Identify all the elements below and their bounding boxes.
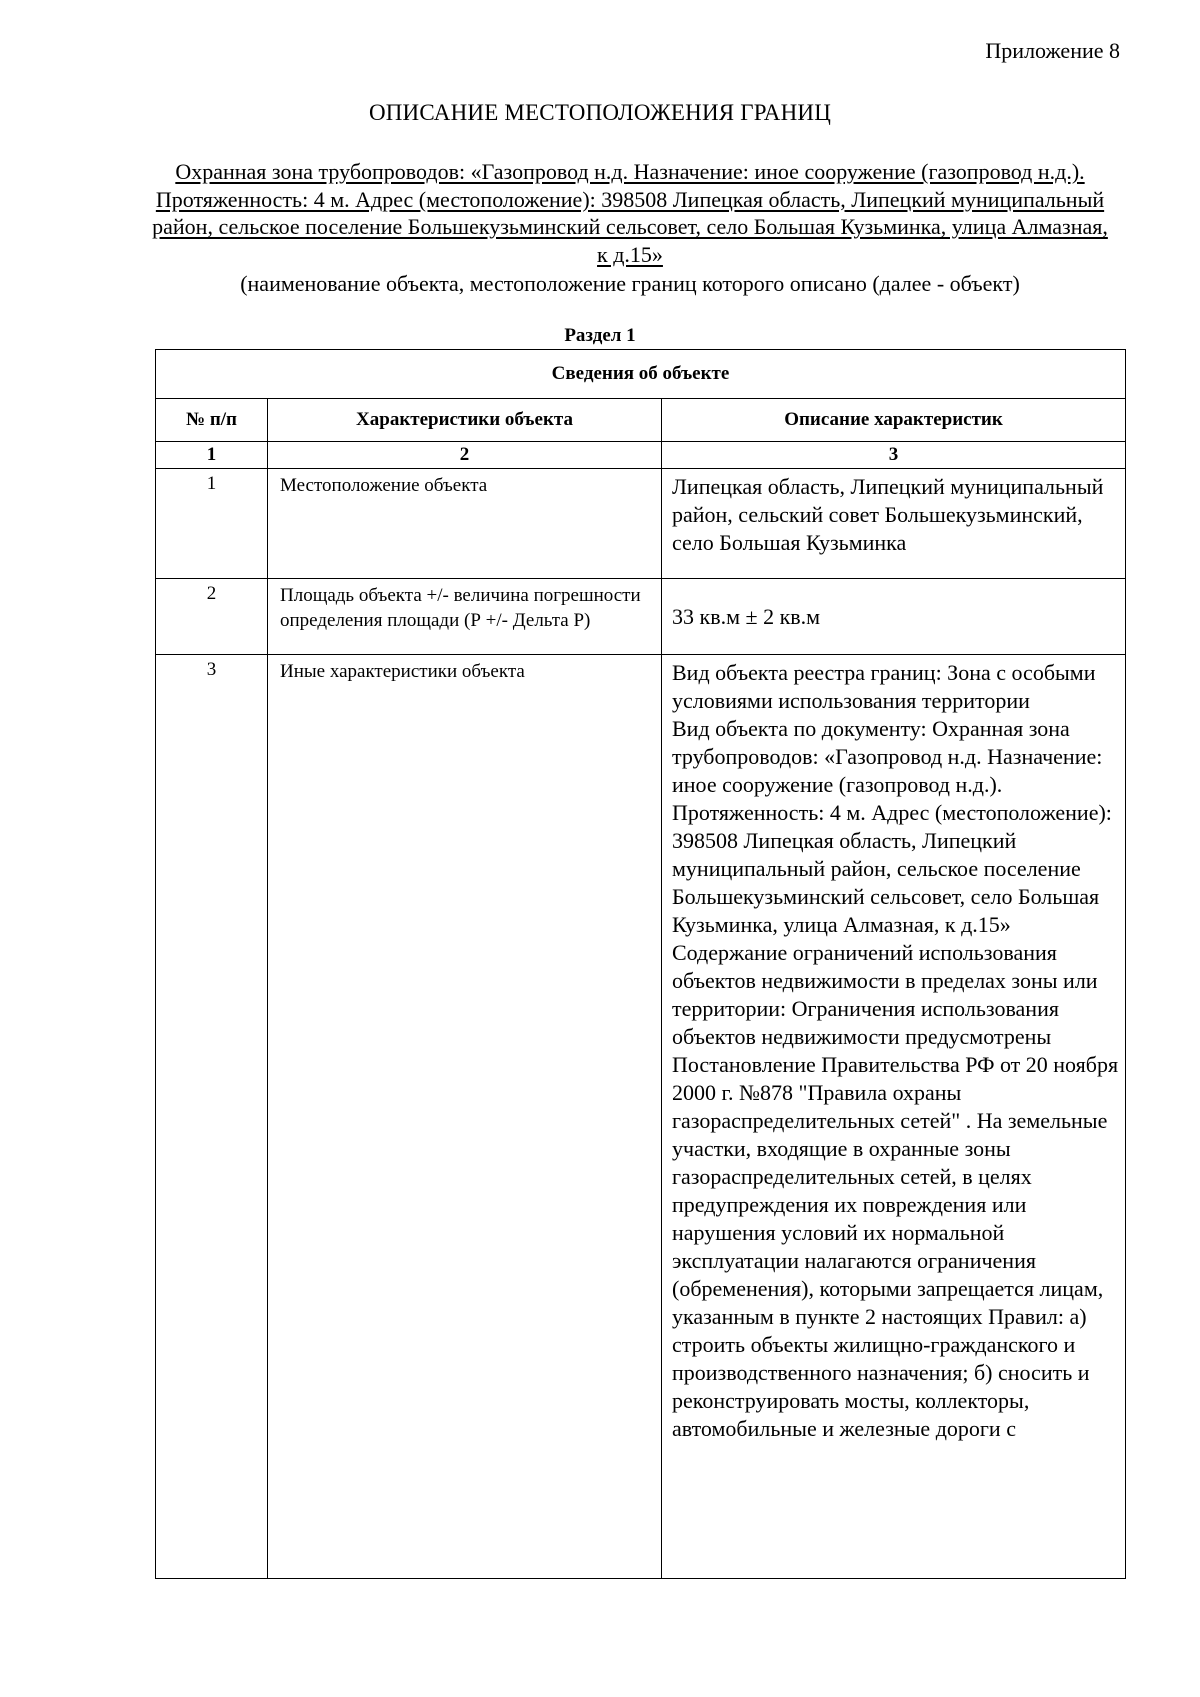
- header-characteristic: Характеристики объекта: [268, 399, 662, 442]
- document-title: ОПИСАНИЕ МЕСТОПОЛОЖЕНИЯ ГРАНИЦ: [368, 100, 832, 125]
- row-number: 1: [156, 469, 268, 579]
- row-number: 3: [156, 655, 268, 1579]
- object-name: Охранная зона трубопроводов: «Газопровод н.д. Назначение: иное сооружение (газопровод н.д.). Протяженность: 4 м. Адрес (местоположение): 398508 Липецкая область, Липецкий муниципальный район, сельское поселение Большекузьминский сельсовет, село Большая Кузьминка, улица Алмазная, к д.15»: [152, 159, 1108, 267]
- row-description: Вид объекта реестра границ: Зона с особыми условиями использования территории Вид объекта по документу: Охранная зона трубопроводов: «Газопровод н.д. Назначение: иное сооружение (газопровод н.д.). Протяженность: 4 м. Адрес (местоположение): 398508 Липецкая область, Липецкий муниципальный район, сельское поселение Большекузьминский сельсовет, село Большая Кузьминка, улица Алмазная, к д.15» Содержание ограничений использования объектов недвижимости в пределах зоны или территории: Ограничения использования объектов недвижимости предусмотрены Постановление Правительства РФ от 20 ноября 2000 г. №878 "Правила охраны газораспределительных сетей" . На земельные участки, входящие в охранные зоны газораспределительных сетей, в целях предупреждения их повреждения или нарушения условий их нормальной эксплуатации налагаются ограничения (обременения), которыми запрещается лицам, указанным в пункте 2 настоящих Правил: а) строить объекты жилищно-гражданского и производственного назначения; б) сносить и реконструировать мосты, коллекторы, автомобильные и железные дороги с: [662, 655, 1126, 1579]
- column-number-row: [156, 442, 1126, 469]
- table-header-row: [156, 399, 1126, 442]
- row-characteristic: Площадь объекта +/- величина погрешности определения площади (Р +/- Дельта Р): [268, 579, 662, 655]
- table-title-row: [156, 350, 1126, 399]
- object-caption: (наименование объекта, местоположение границ которого описано (далее - объект): [240, 271, 1020, 296]
- table-row: [156, 655, 1126, 1579]
- row-characteristic: Иные характеристики объекта: [268, 655, 662, 1579]
- header-description: Описание характеристик: [662, 399, 1126, 442]
- table-row: [156, 469, 1126, 579]
- row-description: 33 кв.м ± 2 кв.м: [662, 579, 1126, 655]
- appendix-label: Приложение 8: [985, 38, 1120, 63]
- column-number: 2: [268, 442, 662, 469]
- section-label: Раздел 1: [564, 325, 636, 346]
- row-description: Липецкая область, Липецкий муниципальный район, сельский совет Большекузьминский, село Большая Кузьминка: [662, 469, 1126, 579]
- table-title: Сведения об объекте: [156, 350, 1126, 399]
- column-number: 3: [662, 442, 1126, 469]
- row-characteristic: Местоположение объекта: [268, 469, 662, 579]
- row-number: 2: [156, 579, 268, 655]
- table-row: [156, 579, 1126, 655]
- column-number: 1: [156, 442, 268, 469]
- header-num: № п/п: [156, 399, 268, 442]
- object-info-table: [155, 349, 1126, 1579]
